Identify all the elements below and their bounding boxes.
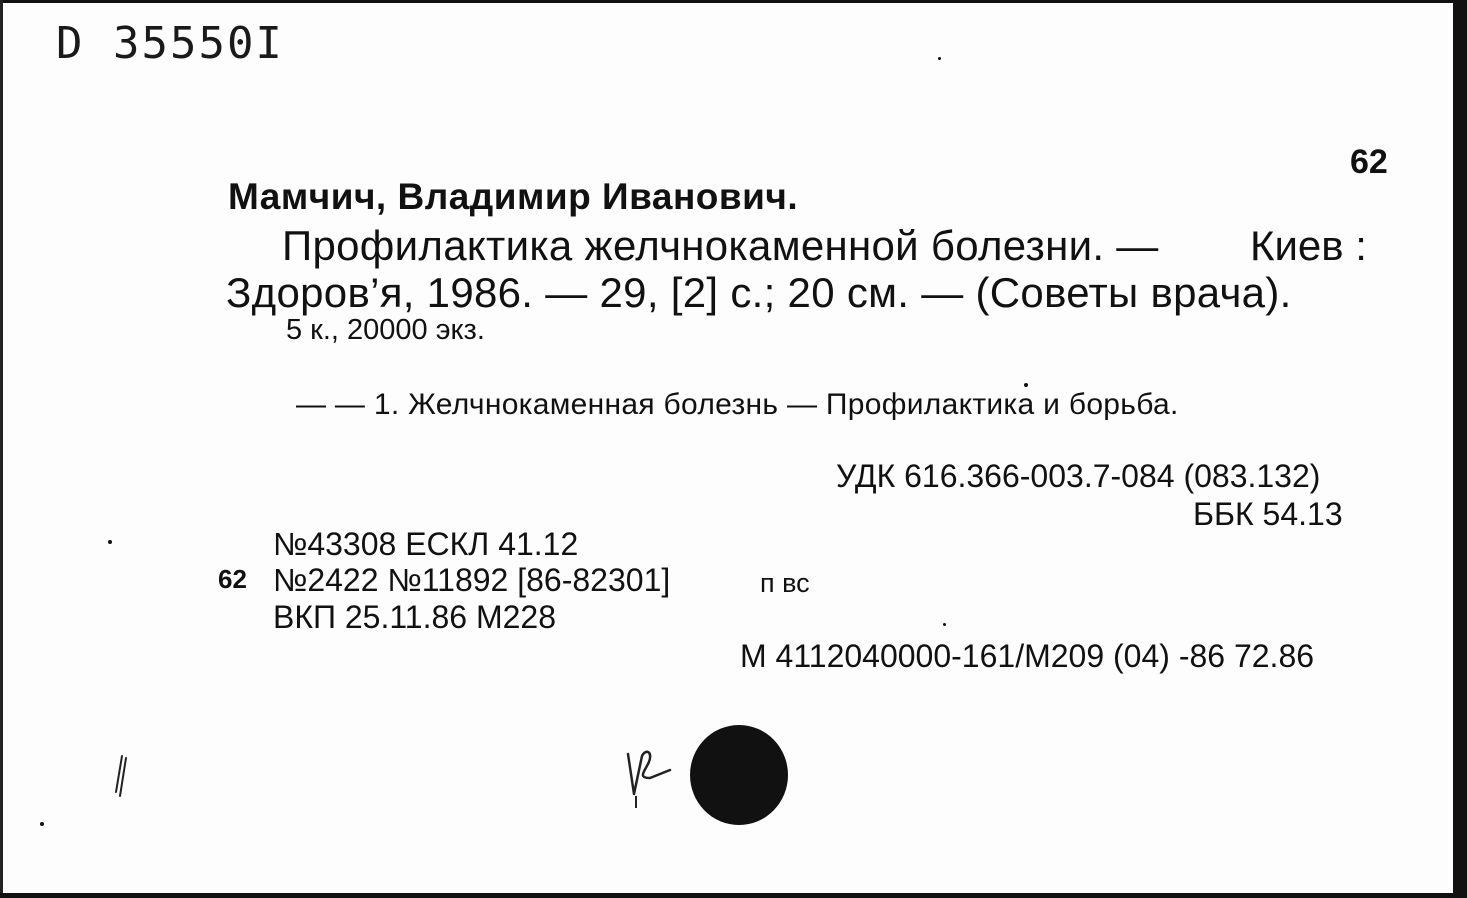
accession-line-2: №2422 №11892 [86-82301] xyxy=(273,562,671,598)
accession-shelf-mark: 62 xyxy=(218,564,247,594)
price-and-print-run: 5 к., 20000 экз. xyxy=(286,314,485,346)
accession-line-3: ВКП 25.11.86 М228 xyxy=(273,599,556,635)
title-line-1: Профилактика желчнокаменной болезни. — xyxy=(282,222,1159,269)
pencil-mark-icon xyxy=(108,752,138,802)
udk-classification: УДК 616.366-003.7-084 (083.132) xyxy=(836,458,1321,494)
title-line-2: Здоров’я, 1986. — 29, [2] с.; 20 см. — (Советы врача). xyxy=(226,269,1292,316)
speck xyxy=(943,623,946,626)
shelf-mark: 62 xyxy=(1350,143,1388,181)
subject-heading: — — 1. Желчнокаменная болезнь — Профилактика и борьба. xyxy=(296,388,1179,421)
card-border-right xyxy=(1453,0,1467,898)
accession-line-2-note: п вс xyxy=(760,568,810,598)
inventory-stamp: D 35550I xyxy=(56,18,284,69)
card-border-bottom xyxy=(0,893,1467,898)
title-line-1-place: Киев : xyxy=(1250,222,1367,269)
author-heading: Мамчич, Владимир Иванович. xyxy=(228,176,799,217)
catalog-code: М 4112040000-161/М209 (04) -86 72.86 xyxy=(740,638,1315,674)
speck xyxy=(938,57,941,60)
card-border-left xyxy=(0,0,3,898)
handwritten-initials-icon xyxy=(624,748,684,810)
speck xyxy=(108,540,112,544)
speck xyxy=(1024,383,1028,387)
accession-line-1: №43308 ЕСКЛ 41.12 xyxy=(273,526,579,562)
punch-hole-dot xyxy=(690,725,788,825)
card-border-top xyxy=(0,0,1467,3)
speck xyxy=(40,822,44,826)
bbk-classification: ББК 54.13 xyxy=(1193,496,1343,532)
